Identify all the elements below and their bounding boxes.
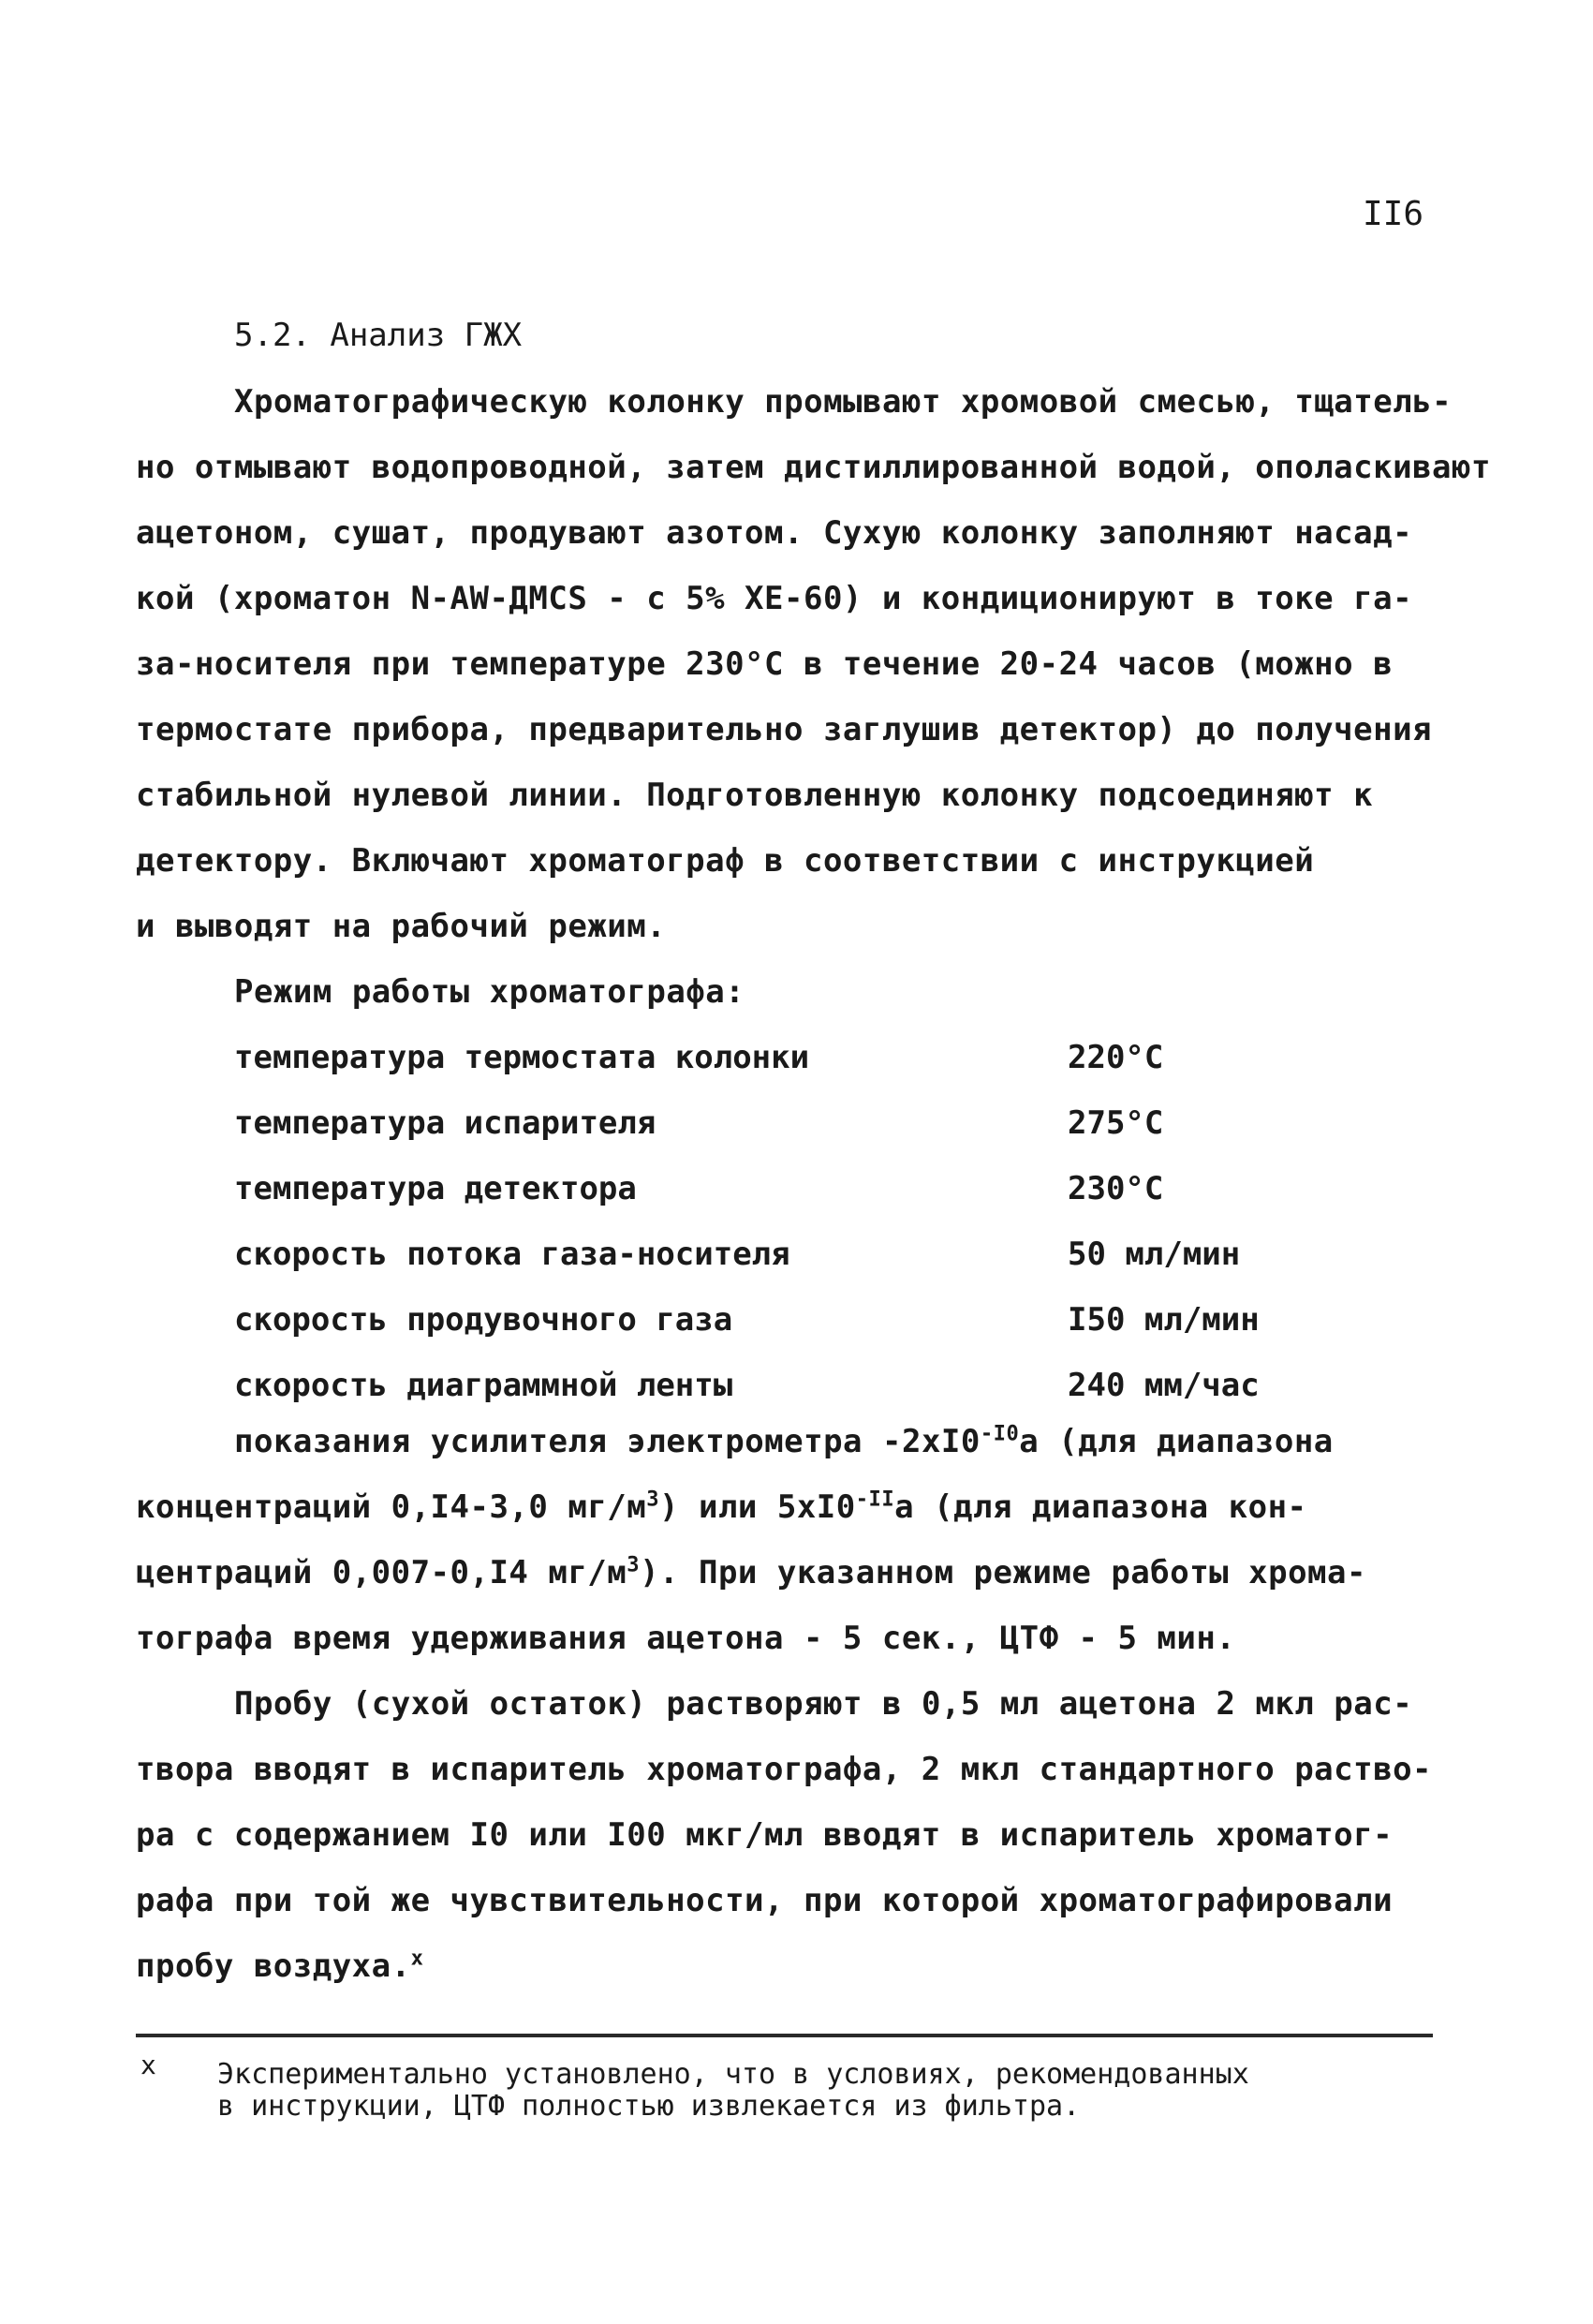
parameter-value: 240 мм/час <box>1068 1367 1260 1404</box>
parameter-name: скорость продувочного газа <box>234 1301 733 1339</box>
exponent: 3 <box>646 1487 660 1512</box>
footnote-divider <box>136 2034 1433 2037</box>
exponent: -I0 <box>980 1421 1020 1446</box>
text-line: твора вводят в испаритель хроматографа, 2 мкл стандартного раство- <box>136 1751 1433 1788</box>
footnote-line: в инструкции, ЦТФ полностью извлекается из фильтра. <box>217 2090 1081 2123</box>
text-line: Хроматографическую колонку промывают хромовой смесью, тщатель- <box>234 383 1453 421</box>
page-number: II6 <box>1363 195 1424 233</box>
parameter-row <box>234 1101 1320 1166</box>
parameter-value: 275°С <box>1068 1104 1164 1142</box>
text-line: термостате прибора, предварительно заглушив детектор) до получения <box>136 711 1433 748</box>
parameter-row <box>234 1297 1320 1363</box>
text-line: за-носителя при температуре 230°С в течение 20-24 часов (можно в <box>136 645 1394 683</box>
text-span: а (для диапазона кон- <box>894 1488 1307 1526</box>
parameter-value: 50 мл/мин <box>1068 1236 1241 1273</box>
text-line: тографа время удерживания ацетона - 5 сек., ЦТФ - 5 мин. <box>136 1620 1236 1657</box>
text-line: но отмывают водопроводной, затем дистиллированной водой, ополаскивают <box>136 449 1491 486</box>
text-line <box>234 1419 1334 1464</box>
footnote-text <box>217 2059 1463 2123</box>
text-span: а (для диапазона <box>1019 1423 1334 1460</box>
parameter-name: температура термостата колонки <box>234 1039 810 1076</box>
text-span: ) или 5хI0 <box>659 1488 856 1526</box>
footnote-line: Экспериментально установлено, что в условиях, рекомендованных <box>217 2058 1249 2091</box>
footnote-mark: х <box>140 2050 156 2080</box>
text-line: ра с содержанием I0 или I00 мкг/мл вводят в испаритель хроматог- <box>136 1816 1394 1854</box>
text-span: ). При указанном режиме работы хрома- <box>640 1554 1366 1591</box>
parameters-list <box>234 1035 1320 1428</box>
parameter-name: скорость диаграммной ленты <box>234 1367 733 1404</box>
text-line <box>136 1550 1366 1595</box>
section-title: 5.2. Анализ ГЖХ <box>234 317 523 354</box>
parameter-row <box>234 1035 1320 1101</box>
parameter-value: 230°С <box>1068 1170 1164 1207</box>
text-line: и выводят на рабочий режим. <box>136 908 667 945</box>
parameter-row <box>234 1166 1320 1232</box>
text-line: кой (хроматон N-AW-ДМСS - с 5% ХЕ-60) и кондиционируют в токе га- <box>136 580 1413 617</box>
parameter-value: I50 мл/мин <box>1068 1301 1260 1339</box>
parameter-name: температура детектора <box>234 1170 637 1207</box>
parameter-value: 220°С <box>1068 1039 1164 1076</box>
exponent: 3 <box>627 1552 641 1577</box>
text-line <box>136 1485 1307 1530</box>
text-line: Пробу (сухой остаток) растворяют в 0,5 мл ацетона 2 мкл рас- <box>234 1685 1413 1723</box>
text-span: концентраций 0,I4-3,0 мг/м <box>136 1488 647 1526</box>
text-span: показания усилителя электрометра -2хI0 <box>234 1423 981 1460</box>
exponent: -II <box>855 1487 895 1512</box>
text-line: рафа при той же чувствительности, при которой хроматографировали <box>136 1882 1394 1919</box>
text-span: центраций 0,007-0,I4 мг/м <box>136 1554 627 1591</box>
text-line <box>136 1944 423 1989</box>
parameter-row <box>234 1232 1320 1297</box>
footnote-ref-mark: х <box>410 1946 424 1971</box>
parameter-name: температура испарителя <box>234 1104 656 1142</box>
parameter-name: скорость потока газа-носителя <box>234 1236 790 1273</box>
text-line: стабильной нулевой линии. Подготовленную колонку подсоединяют к <box>136 777 1374 814</box>
text-line: детектору. Включают хроматограф в соответствии с инструкцией <box>136 842 1315 880</box>
mode-heading: Режим работы хроматографа: <box>234 973 745 1011</box>
text-line: ацетоном, сушат, продувают азотом. Сухую колонку заполняют насад- <box>136 514 1413 552</box>
text-span: пробу воздуха. <box>136 1947 411 1985</box>
